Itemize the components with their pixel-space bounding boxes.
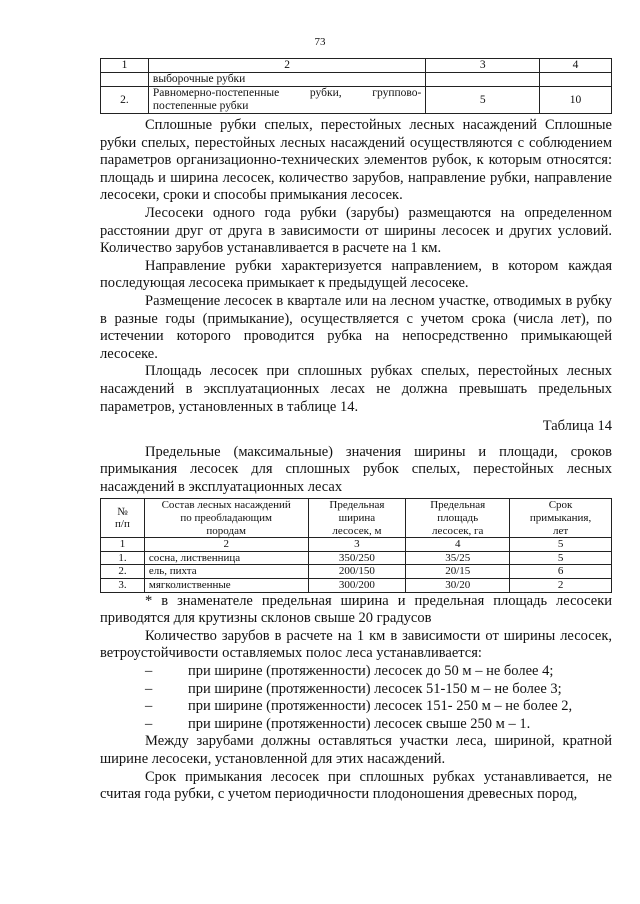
table-cell: 350/250: [308, 551, 406, 565]
table-cell: 300/200: [308, 579, 406, 593]
table-cell: 1: [101, 538, 145, 552]
table-cell: 1.: [101, 551, 145, 565]
table-header-row: [101, 499, 612, 538]
paragraph: Срок примыкания лесосек при сплошных рубках устанавливается, не считая года рубки, с учетом периодичности плодоношения древесных пород,: [100, 768, 612, 803]
table-cell: 30/20: [406, 579, 510, 593]
bullet-dash: –: [145, 715, 153, 732]
table-header-cell: 2: [148, 59, 425, 73]
table-cell: 10: [540, 87, 612, 114]
cell-line: постепенные рубки: [152, 100, 249, 112]
table-row: [101, 551, 612, 565]
table-cell: 5: [510, 551, 612, 565]
table-header-row: [101, 59, 612, 73]
footnote: * в знаменателе предельная ширина и предельная площадь лесосеки приводятся для крутизны склонов свыше 20 градусов: [100, 592, 612, 627]
table-header-cell: 1: [101, 59, 149, 73]
table-cell: 5: [510, 538, 612, 552]
cell-line: Равномерно-постепенные рубки, группово-: [152, 87, 422, 99]
table-cell: 5: [426, 87, 540, 114]
paragraph: Сплошные рубки спелых, перестойных лесных насаждений Сплошные рубки спелых, перестойных лесных насаждений осуществляются с соблюдением параметров организационно-технических элементов рубок, к которым относятся: площадь и ширина лесосек, количество зарубов, направление рубки, направление лесосеки, сроки и способы примыкания лесосек.: [100, 117, 612, 204]
table-cell: 200/150: [308, 565, 406, 579]
table-cell: мягколиственные: [144, 579, 308, 593]
table-cell: 3.: [101, 579, 145, 593]
table-row: [101, 565, 612, 579]
list-item: – при ширине (протяженности) лесосек свыше 250 м – 1.: [145, 715, 531, 732]
table-cell: 35/25: [406, 551, 510, 565]
table-cell: ель, пихта: [144, 565, 308, 579]
continued-table: [100, 58, 612, 114]
list-item: – при ширине (протяженности) лесосек до 50 м – не более 4;: [145, 663, 554, 679]
table-cell: сосна, лиственница: [144, 551, 308, 565]
list-item: – при ширине (протяженности) лесосек 151- 250 м – не более 2,: [145, 698, 573, 715]
table-cell: 2: [144, 538, 308, 552]
table-cell: 20/15: [406, 565, 510, 579]
paragraph: Между зарубами должны оставляться участки леса, шириной, кратной ширине лесосеки, установленной для этих насаждений.: [100, 733, 612, 767]
table-header-cell: Предельная площадь лесосек, га: [406, 499, 510, 538]
paragraph: Лесосеки одного года рубки (зарубы) размещаются на определенном расстоянии друг от друга в зависимости от ширины лесосек и других условий. Количество зарубов устанавливается в расчете на 1 км.: [100, 204, 612, 257]
table-cell: 2.: [101, 565, 145, 579]
table-cell: 6: [510, 565, 612, 579]
page-number: 73: [314, 36, 326, 48]
table-row: [101, 87, 612, 114]
bullet-list: [100, 663, 612, 733]
paragraph: Размещение лесосек в квартале или на лесном участке, отводимых в рубку в разные годы (примыкание), осуществляется с учетом срока (числа лет), по истечении которого проводится рубка на непосредственно примыкающей лесосеке.: [100, 292, 612, 362]
table-label: Таблица 14: [542, 418, 612, 435]
table-header-cell: Состав лесных насаждений по преобладающим породам: [144, 499, 308, 538]
bullet-dash: –: [145, 680, 153, 697]
table-row: [101, 73, 612, 87]
table-header-cell: 4: [540, 59, 612, 73]
table-index-row: [101, 538, 612, 552]
table-14: [100, 498, 612, 592]
table-caption: Предельные (максимальные) значения ширины и площади, сроков примыкания лесосек для сплошных рубок спелых, перестойных лесных насаждений в эксплуатационных лесах: [100, 443, 612, 495]
table-cell: [148, 87, 425, 114]
paragraph: Направление рубки характеризуется направлением, в котором каждая последующая лесосека примыкает к предыдущей лесосеке.: [100, 257, 612, 292]
table-header-cell: Срок примыкания, лет: [510, 499, 612, 538]
table-cell: 3: [308, 538, 406, 552]
table-cell: выборочные рубки: [148, 73, 425, 87]
table-row: [101, 579, 612, 593]
bullet-dash: –: [145, 663, 153, 679]
bullet-dash: –: [145, 698, 153, 715]
list-item: – при ширине (протяженности) лесосек 51-150 м – не более 3;: [145, 680, 562, 697]
paragraph: Площадь лесосек при сплошных рубках спелых, перестойных лесных насаждений в эксплуатационных лесах не должна превышать предельных параметров, установленных в таблице 14.: [100, 363, 612, 415]
table-cell: 2.: [101, 87, 149, 114]
table-cell: 2: [510, 579, 612, 593]
table-header-cell: № п/п: [101, 499, 145, 538]
table-header-cell: 3: [426, 59, 540, 73]
table-header-cell: Предельная ширина лесосек, м: [308, 499, 406, 538]
paragraph: Количество зарубов в расчете на 1 км в зависимости от ширины лесосек, ветроустойчивости оставляемых полос леса устанавливается:: [100, 627, 612, 662]
page-content: [100, 58, 612, 804]
table-cell: 4: [406, 538, 510, 552]
